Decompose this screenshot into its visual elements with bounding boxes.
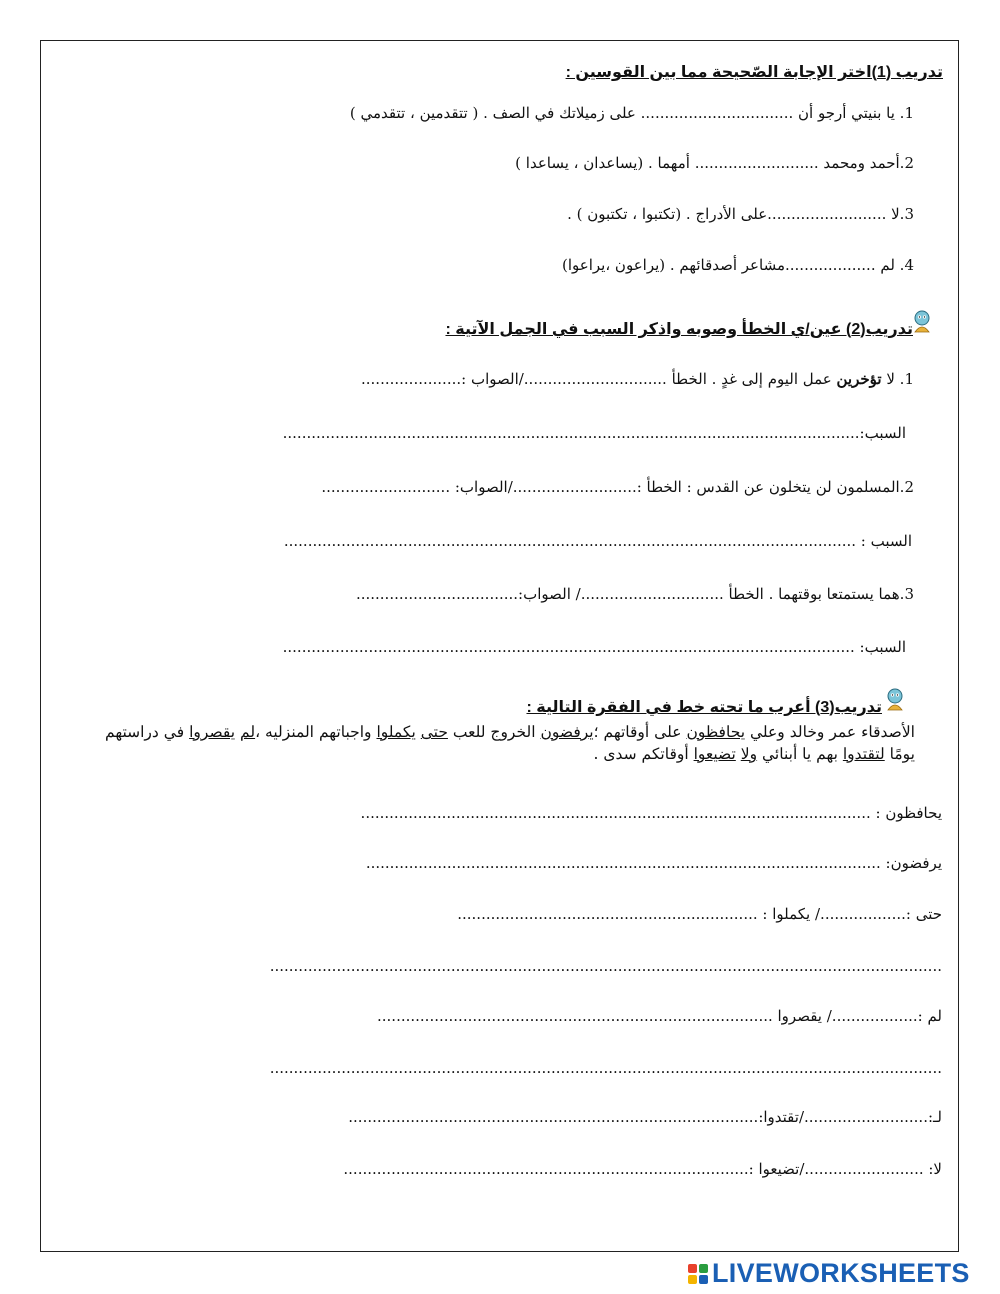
underlined-word: تضيعوا (693, 745, 736, 763)
exercise-3-paragraph: الأصدقاء عمر وخالد وعلي يحافظون على أوقاتهم ؛يرفضون الخروج للعب حتى يكملوا واجباتهم المنزليه ،لم يقصروا في دراستهم يومًا لتقتدوا بهم يا أبنائي ولا تضيعوا أوقاتكم سدى . (105, 723, 915, 763)
exercise-2-title: تدريب(2) عين/ي الخطأ وصوبه واذكر السبب في الجمل الآتية : (445, 321, 913, 338)
q1-error-word: تؤخرين (836, 370, 882, 388)
liveworksheets-logo (688, 1258, 970, 1289)
underlined-word: حتى (420, 723, 448, 741)
answer-line-lam: لم :................../ يقصروا ................................................................................... (377, 1007, 942, 1025)
answer-line-li: لـ:........................../تقتدوا:...................................................................................... (348, 1108, 942, 1126)
answer-line-hatta: حتى :................../ يكملوا : ............................................................... (457, 905, 942, 923)
q1-prefix: 1. لا (881, 370, 914, 388)
exercise-2-reason-1: السبب:......................................................................................................................... (282, 424, 906, 442)
exercise-2-reason-2: السبب : ........................................................................................................................ (283, 532, 912, 550)
underlined-word: يحافظون (686, 723, 746, 741)
underlined-word: يكملوا (376, 723, 416, 741)
exercise-2-question-3: 3.هما يستمتعا بوقتهما . الخطأ ............................../ الصواب:.................................. (355, 585, 914, 603)
exercise-1-item-1: 1. يا بنيتي أرجو أن ................................ على زميلاتك في الصف . ( تتقدمين ، تتقدمي ) (349, 104, 914, 122)
exercise-1-item-3: 3.لا .........................على الأدراج . (تكتبوا ، تكتبون ) . (567, 205, 914, 223)
exercise-3-title: تدريب(3) أعرب ما تحته خط في الفقرة التالية : (526, 699, 882, 716)
underlined-word: يرفضون (540, 723, 594, 741)
exercise-1-title: تدريب (1)اختر الإجابة الصّحيحة مما بين القوسين : (565, 64, 943, 81)
exercise-2-reason-3: السبب: ........................................................................................................................ (282, 638, 906, 656)
underlined-word: لتقتدوا (842, 745, 885, 763)
underlined-word: ولا (740, 745, 758, 763)
answer-line-la: لا: ........................./تضيعوا :..................................................................................... (343, 1160, 942, 1178)
exercise-2-question-2: 2.المسلمون لن يتخلون عن القدس : الخطأ :........................../الصواب: ........................... (321, 478, 914, 496)
underlined-word: يقصروا (189, 723, 236, 741)
exercise-1-item-4: 4. لم ...................مشاعر أصدقائهم . (يراعون ،يراعوا) (561, 256, 914, 274)
answer-line-blank-2: ............................................................................................................................................. (269, 1059, 942, 1077)
underlined-word: لم (240, 723, 256, 741)
exercise-2-question-1 (361, 370, 914, 388)
answer-line-blank-1: ............................................................................................................................................. (269, 957, 942, 975)
brand-name: LIVEWORKSHEETS (712, 1258, 970, 1288)
answer-line-yuhafithun: يحافظون : ........................................................................................................... (360, 804, 942, 822)
q1-suffix: عمل اليوم إلى غدٍ . الخطأ ............................../الصواب :..................... (361, 370, 837, 388)
answer-line-yarfudun: يرفضون: ............................................................................................................ (365, 854, 942, 872)
cartoon-character-icon (911, 309, 933, 333)
cartoon-character-icon-2 (884, 687, 906, 711)
logo-grid-icon (688, 1264, 708, 1284)
exercise-1-item-2: 2.أحمد ومحمد .......................... أمهما . (يساعدان ، يساعدا ) (515, 154, 914, 172)
